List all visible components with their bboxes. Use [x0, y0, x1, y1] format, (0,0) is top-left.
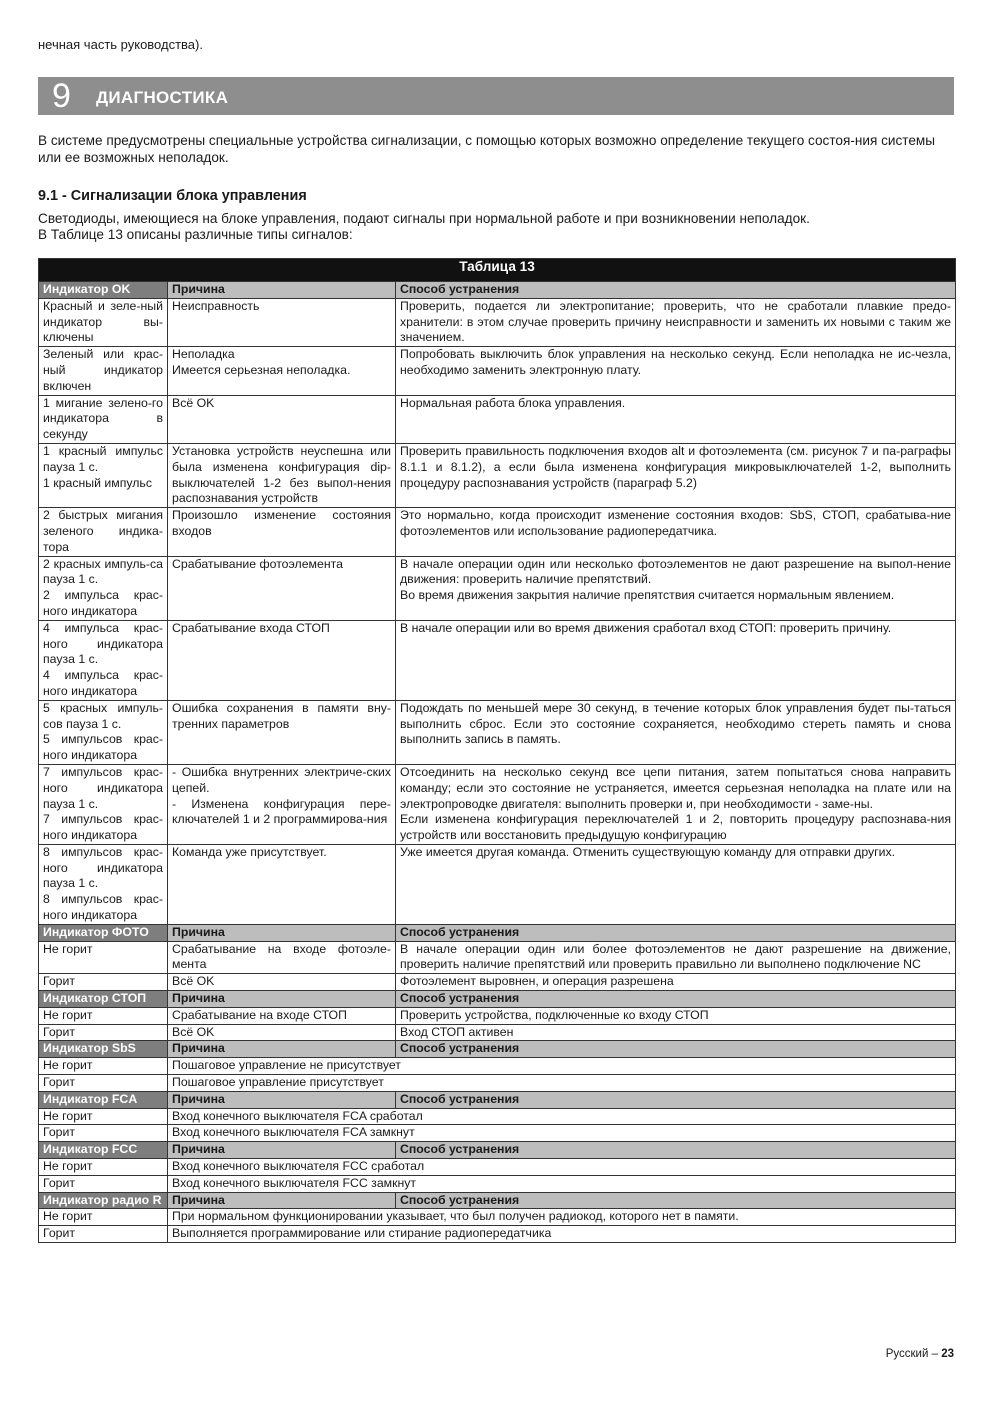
table-cell: Выполняется программирование или стирание радиопередатчика [168, 1226, 956, 1243]
table-cell: Ошибка сохранения в памяти вну-тренних параметров [168, 700, 396, 764]
table-row [39, 1058, 956, 1075]
table-row [39, 347, 956, 395]
table-cell: Неисправность [168, 298, 396, 346]
table-cell: 7 импульсов крас-ного индикатора пауза 1 с. 7 импульсов крас-ного индикатора [39, 764, 168, 844]
table-cell: Произошло изменение состояния входов [168, 508, 396, 556]
table-cell: Горит [39, 974, 168, 991]
table-cell: Вход конечного выключателя FCA замкнут [168, 1125, 956, 1142]
table-row [39, 1175, 956, 1192]
table-header-sbs [39, 1041, 956, 1058]
table-header-fcc [39, 1142, 956, 1159]
table-header-radio [39, 1192, 956, 1209]
table-cell: Отсоединить на несколько секунд все цепи питания, затем попытаться снова направить команду; если это состояние не устраняется, имеется серьезная неполадка на плате или на электропроводке двигателя: выполнить проверки и, при необходимости - заме-ны. Если изменена конфигурация переключателей 1 и 2, повторить процедуру распознава-ния устройств или восстановить предыдущую конфигурацию [396, 764, 956, 844]
header-cell: Причина [168, 991, 396, 1008]
table-cell: Не горит [39, 1058, 168, 1075]
table-row [39, 700, 956, 764]
table-cell: Проверить, подается ли электропитание; проверить, что не сработали плавкие предо-хранители: в этом случае проверить причину неисправности и заменить их новыми с таким же значением. [396, 298, 956, 346]
header-cell: Индикатор FCC [39, 1142, 168, 1159]
table-row [39, 508, 956, 556]
header-cell: Индикатор радио R [39, 1192, 168, 1209]
table-cell: Всё OK [168, 395, 396, 443]
table-row [39, 395, 956, 443]
table-cell: Не горит [39, 1159, 168, 1176]
table-cell: Горит [39, 1175, 168, 1192]
table-row [39, 443, 956, 507]
table-row [39, 764, 956, 844]
table-cell: Нормальная работа блока управления. [396, 395, 956, 443]
subsection-text: Светодиоды, имеющиеся на блоке управления, подают сигналы при нормальной работе и при возникновении неполадок. В Таблице 13 описаны различные типы сигналов: [38, 211, 810, 242]
table-row [39, 974, 956, 991]
header-cell: Способ устранения [396, 282, 956, 299]
header-cell: Способ устранения [396, 991, 956, 1008]
intro-paragraph: В системе предусмотрены специальные устройства сигнализации, с помощью которых возможно определение текущего состоя-ния системы или ее возможных неполадок. [38, 133, 936, 165]
table-cell: Красный и зеле-ный индикатор вы-ключены [39, 298, 168, 346]
table-cell: При нормальном функционировании указывает, что был получен радиокод, которого нет в памяти. [168, 1209, 956, 1226]
table-header-foto [39, 924, 956, 941]
table-cell: Горит [39, 1075, 168, 1092]
table-caption: Таблица 13 [39, 259, 956, 282]
table-cell: 1 мигание зелено-го индикатора в секунду [39, 395, 168, 443]
table-cell: В начале операции один или более фотоэлементов не дают разрешение на движение, проверить наличие препятствий или проверить правильно ли выполнено подключение NC [396, 941, 956, 974]
table-row [39, 1226, 956, 1243]
table-row [39, 1108, 956, 1125]
table-cell: В начале операции или во время движения сработал вход СТОП: проверить причину. [396, 620, 956, 700]
subsection-title: 9.1 - Сигнализации блока управления [38, 188, 307, 204]
header-cell: Причина [168, 282, 396, 299]
table-cell: Вход конечного выключателя FCC сработал [168, 1159, 956, 1176]
table-row [39, 620, 956, 700]
section-title: ДИАГНОСТИКА [96, 88, 229, 107]
table-cell: - Ошибка внутренних электриче-ских цепей. - Изменена конфигурация пере-ключателей 1 и 2 программирова-ния [168, 764, 396, 844]
table-cell: Срабатывание на входе фотоэле-мента [168, 941, 396, 974]
table-cell: В начале операции один или несколько фотоэлементов не дают разрешение на выпол-нение движения: проверить наличие препятствий. Во время движения закрытия наличие препятствия считается нормальным явлением. [396, 556, 956, 620]
header-cell: Причина [168, 1142, 396, 1159]
table-cell: 8 импульсов крас-ного индикатора пауза 1 с. 8 импульсов крас-ного индикатора [39, 844, 168, 924]
header-cell: Индикатор ФОТО [39, 924, 168, 941]
header-cell: Причина [168, 1091, 396, 1108]
table-row [39, 1024, 956, 1041]
table-cell: Проверить правильность подключения входов alt и фотоэлемента (см. рисунок 7 и па-раграфы 8.1.1 и 8.1.2), а если была изменена конфигурация микровыключателей 1-2, выполнить процедуру распознавания устройств (параграф 5.2) [396, 443, 956, 507]
table-row [39, 1209, 956, 1226]
table-row [39, 1125, 956, 1142]
table-cell: Не горит [39, 941, 168, 974]
table-cell: Установка устройств неуспешна или была изменена конфигурация dip-выключателей 1-2 без выпол-нения распознавания устройств [168, 443, 396, 507]
table-cell: Срабатывание фотоэлемента [168, 556, 396, 620]
section-header [38, 77, 954, 115]
header-cell: Причина [168, 1041, 396, 1058]
table-cell: Не горит [39, 1108, 168, 1125]
signals-table [38, 258, 956, 1243]
table-header-fca [39, 1091, 956, 1108]
table-cell: Пошаговое управление присутствует [168, 1075, 956, 1092]
table-cell: Срабатывание на входе СТОП [168, 1007, 396, 1024]
table-cell: Вход СТОП активен [396, 1024, 956, 1041]
header-cell: Способ устранения [396, 1192, 956, 1209]
header-cell: Индикатор СТОП [39, 991, 168, 1008]
footer-language: Русский – [885, 1348, 942, 1360]
header-cell: Индикатор FCA [39, 1091, 168, 1108]
header-cell: Индикатор SbS [39, 1041, 168, 1058]
continued-text: нечная часть руководства). [38, 37, 203, 52]
table-row [39, 941, 956, 974]
header-cell: Причина [168, 1192, 396, 1209]
table-cell: Горит [39, 1024, 168, 1041]
section-number: 9 [52, 77, 71, 115]
table-cell: Пошаговое управление не присутствует [168, 1058, 956, 1075]
table-cell: Горит [39, 1226, 168, 1243]
table-cell: Фотоэлемент выровнен, и операция разрешена [396, 974, 956, 991]
table-row [39, 844, 956, 924]
table-cell: Команда уже присутствует. [168, 844, 396, 924]
header-cell: Способ устранения [396, 1091, 956, 1108]
table-cell: 2 быстрых мигания зеленого индика-тора [39, 508, 168, 556]
table-cell: 5 красных импуль-сов пауза 1 с. 5 импульсов крас-ного индикатора [39, 700, 168, 764]
table-cell: Горит [39, 1125, 168, 1142]
header-cell: Способ устранения [396, 924, 956, 941]
table-cell: Вход конечного выключателя FCA сработал [168, 1108, 956, 1125]
table-row [39, 1075, 956, 1092]
table-cell: Не горит [39, 1007, 168, 1024]
table-cell: Всё OK [168, 1024, 396, 1041]
table-cell: 2 красных импуль-са пауза 1 с. 2 импульса крас-ного индикатора [39, 556, 168, 620]
table-cell: Вход конечного выключателя FCC замкнут [168, 1175, 956, 1192]
table-row [39, 1007, 956, 1024]
table-row [39, 1159, 956, 1176]
table-cell: Неполадка Имеется серьезная неполадка. [168, 347, 396, 395]
table-caption-row [39, 259, 956, 282]
page-number: 23 [941, 1348, 954, 1360]
page-footer [886, 1348, 954, 1360]
header-cell: Способ устранения [396, 1041, 956, 1058]
table-cell: 1 красный импульс пауза 1 с. 1 красный импульс [39, 443, 168, 507]
table-cell: Всё OK [168, 974, 396, 991]
table-cell: 4 импульса крас-ного индикатора пауза 1 с. 4 импульса крас-ного индикатора [39, 620, 168, 700]
table-cell: Срабатывание входа СТОП [168, 620, 396, 700]
header-cell: Способ устранения [396, 1142, 956, 1159]
header-cell: Индикатор OK [39, 282, 168, 299]
table-cell: Не горит [39, 1209, 168, 1226]
table-cell: Это нормально, когда происходит изменение состояния входов: SbS, СТОП, срабатыва-ние фотоэлементов или использование радиопередатчика. [396, 508, 956, 556]
table-cell: Уже имеется другая команда. Отменить существующую команду для отправки других. [396, 844, 956, 924]
table-cell: Зеленый или крас-ный индикатор включен [39, 347, 168, 395]
table-cell: Подождать по меньшей мере 30 секунд, в течение которых блок управления будет пы-таться выполнить сброс. Если это состояние сохраняется, необходимо стереть память и снова выполнить запись в память. [396, 700, 956, 764]
header-cell: Причина [168, 924, 396, 941]
table-row [39, 556, 956, 620]
table-cell: Попробовать выключить блок управления на несколько секунд. Если неполадка не ис-чезла, необходимо заменить электронную плату. [396, 347, 956, 395]
table-row [39, 298, 956, 346]
table-header-ok [39, 282, 956, 299]
table-header-stop [39, 991, 956, 1008]
table-cell: Проверить устройства, подключенные ко входу СТОП [396, 1007, 956, 1024]
